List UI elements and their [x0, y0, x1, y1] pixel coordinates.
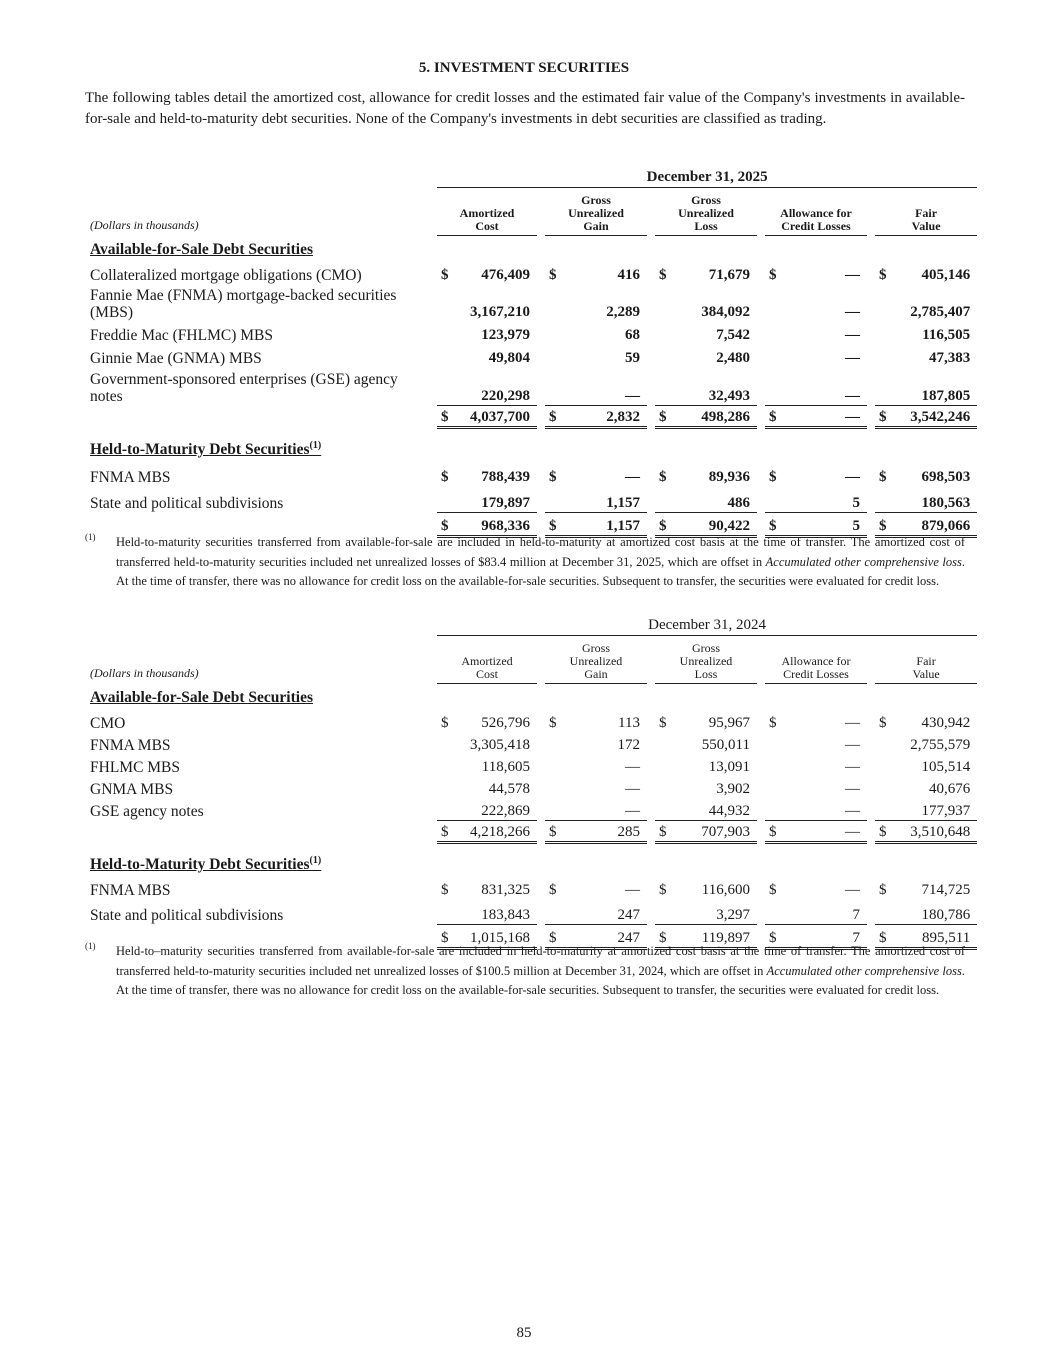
table-row: FNMA MBS $ 788,439 $ — $ 89,936 $ — $ 698,503 — [90, 469, 971, 486]
securities-table-2024 — [85, 613, 977, 950]
table-row: FNMA MBS $ 831,325 $ — $ 116,600 $ — $ 714,725 — [90, 882, 971, 899]
footnote-2025: (1) Held-to-maturity securities transferred from available-for-sale are included in held-to-maturity at amortized cost basis at the time of transfer. The amortized cost of transferred held-to-maturity securities included net unrealized losses of $83.4 million at December 31, 2025, which are offset in Accumulated other comprehensive loss. At the time of transfer, there was no allowance for credit loss on the available-for-sale securities. Subsequent to transfer, the securities were evaluated for credit loss. — [85, 532, 965, 588]
section-title: 5. INVESTMENT SECURITIES — [418, 60, 630, 76]
col-header-gross-gain: Gross Unrealized Gain — [545, 187, 647, 235]
afs-heading: Available-for-Sale Debt Securities — [90, 241, 313, 258]
col-header-allowance: Allowance for Credit Losses — [765, 635, 867, 683]
col-header-fair-value: Fair Value — [875, 635, 977, 683]
col-header-gross-loss: Gross Unrealized Loss — [655, 635, 757, 683]
footnote-ref: (1) — [309, 854, 322, 866]
htm-total-row: $ 968,336 $ 1,157 $ 90,422 $ 5 $ 879,066 — [85, 512, 977, 536]
footnote-2024: (1) Held-to–maturity securities transferred from available-for-sale are included in held-to-maturity at amortized cost basis at the time of transfer. The amortized cost of transferred held-to-maturity securities included net unrealized losses of $100.5 million at December 31, 2024, which are offset in Accumulated other comprehensive loss. At the time of transfer, there was no allowance for credit loss on the available-for-sale securities. Subsequent to transfer, the securities were evaluated for credit loss. — [85, 941, 965, 997]
units-label: (Dollars in thousands) — [90, 218, 199, 232]
afs-heading: Available-for-Sale Debt Securities — [90, 689, 313, 706]
table-row: Freddie Mac (FHLMC) MBS 123,979 68 7,542 — 116,505 — [90, 327, 971, 344]
afs-total-row: $ 4,218,266 $ 285 $ 707,903 $ — $ 3,510,648 — [85, 820, 977, 842]
col-header-allowance: Allowance for Credit Losses — [765, 187, 867, 235]
table-row: FHLMC MBS 118,605 — 13,091 — 105,514 — [90, 759, 971, 776]
table-row: Government-sponsored enterprises (GSE) agency notes 220,298 — 32,493 — 187,805 — [90, 371, 971, 405]
footnote-ref: (1) — [309, 439, 322, 451]
table-row: CMO $ 526,796 $ 113 $ 95,967 $ — $ 430,942 — [90, 715, 971, 732]
table-row: State and political subdivisions 179,897 1,157 486 5 180,563 — [90, 494, 971, 512]
htm-heading: Held-to-Maturity Debt Securities$^{(1)}$ — [90, 854, 322, 873]
col-header-amortized-cost: Amortized Cost — [437, 187, 537, 235]
col-header-gross-loss: Gross Unrealized Loss — [655, 187, 757, 235]
table-row: Ginnie Mae (GNMA) MBS 49,804 59 2,480 — 47,383 — [90, 350, 971, 367]
table-row: Fannie Mae (FNMA) mortgage-backed securities (MBS) 3,167,210 2,289 384,092 — 2,785,407 — [90, 287, 971, 321]
col-header-amortized-cost: Amortized Cost — [437, 635, 537, 683]
table-row: GSE agency notes 222,869 — 44,932 — 177,937 — [90, 802, 971, 820]
htm-total-row: $ 1,015,168 $ 247 $ 119,897 $ 7 $ 895,511 — [85, 924, 977, 948]
securities-table-2025 — [85, 165, 977, 538]
year-header: December 31, 2025 — [437, 165, 977, 187]
intro-paragraph: The following tables detail the amortized cost, allowance for credit losses and the estimated fair value of the Company's investments in available-for-sale and held-to-maturity debt securities. None of the Company's investments in debt securities are classified as trading. — [85, 90, 965, 127]
col-header-fair-value: Fair Value — [875, 187, 977, 235]
afs-total-row: $ 4,037,700 $ 2,832 $ 498,286 $ — $ 3,542,246 — [85, 405, 977, 427]
table-row: FNMA MBS 3,305,418 172 550,011 — 2,755,579 — [90, 737, 971, 754]
table-row: GNMA MBS 44,578 — 3,902 — 40,676 — [90, 781, 971, 798]
col-header-gross-gain: Gross Unrealized Gain — [545, 635, 647, 683]
units-label: (Dollars in thousands) — [90, 666, 199, 680]
page-number: 85 — [516, 1325, 532, 1341]
table-row: Collateralized mortgage obligations (CMO) $ 476,409 $ 416 $ 71,679 $ — $ 405,146 — [90, 267, 971, 284]
htm-heading: Held-to-Maturity Debt Securities$^{(1)}$ — [90, 439, 322, 458]
table-row: State and political subdivisions 183,843 247 3,297 7 180,786 — [90, 906, 971, 924]
year-header: December 31, 2024 — [437, 613, 977, 635]
